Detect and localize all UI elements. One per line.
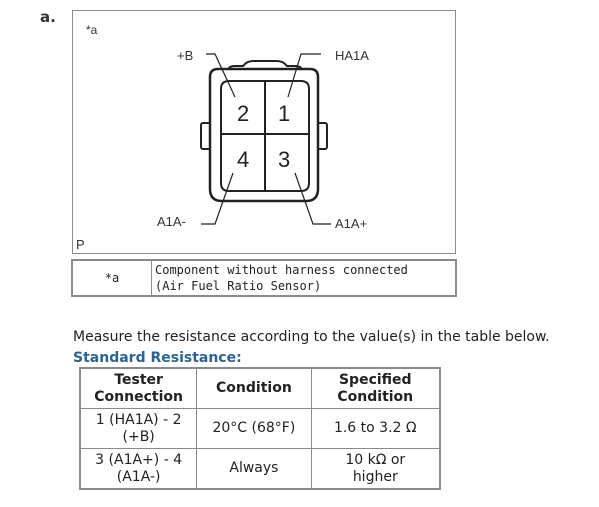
step-label: a. — [40, 8, 56, 26]
cell-specified-line1: 1.6 to 3.2 Ω — [333, 420, 417, 436]
legend-table — [72, 260, 456, 296]
header-tester-connection-line1: Tester — [114, 371, 163, 388]
pin-number-3: 3 — [278, 147, 291, 172]
pin-label-plus-b: +B — [177, 48, 194, 63]
resistance-table — [80, 368, 440, 489]
legend-description-line1: Component without harness connected — [155, 263, 408, 277]
cell-condition: 20°C (68°F) — [197, 409, 311, 449]
cell-specified — [311, 409, 439, 449]
pin-number-4: 4 — [237, 147, 250, 172]
cell-connection-line1: 3 (A1A+) - 4 — [95, 451, 183, 468]
pin-label-a1a-minus: A1A- — [157, 214, 186, 229]
pin-number-2: 2 — [237, 101, 250, 126]
figure-marker-p: P — [76, 237, 85, 252]
cell-specified-line1: 10 kΩ or — [345, 451, 406, 468]
cell-specified-line2: higher — [352, 468, 398, 485]
cell-specified — [311, 449, 439, 489]
pin-label-a1a-plus: A1A+ — [335, 216, 368, 231]
cell-connection — [81, 449, 197, 489]
legend-description — [152, 261, 456, 296]
table-header-row — [81, 369, 440, 409]
connector-drawing — [73, 11, 457, 255]
header-tester-connection — [81, 369, 197, 409]
legend-description-line2: (Air Fuel Ratio Sensor) — [155, 279, 322, 293]
header-specified-condition-line1: Specified — [338, 371, 412, 388]
standard-resistance-heading: Standard Resistance: — [73, 350, 242, 366]
figure-marker-a: *a — [86, 23, 98, 37]
pin-number-1: 1 — [278, 101, 291, 126]
connector-diagram — [72, 10, 456, 254]
header-specified-condition — [311, 369, 439, 409]
pin-label-ha1a: HA1A — [335, 48, 369, 63]
legend-key: *a — [73, 261, 152, 296]
table-row — [81, 449, 440, 489]
legend-row — [73, 261, 456, 296]
cell-connection — [81, 409, 197, 449]
header-tester-connection-line2: Connection — [94, 388, 183, 405]
header-condition: Condition — [197, 369, 311, 409]
cell-connection-line1: 1 (HA1A) - 2 — [95, 411, 182, 428]
cell-condition: Always — [197, 449, 311, 489]
header-specified-condition-line2: Condition — [337, 388, 414, 405]
cell-connection-line2: (A1A-) — [116, 468, 161, 485]
instruction-text: Measure the resistance according to the value(s) in the table below. — [73, 329, 550, 345]
table-row — [81, 409, 440, 449]
cell-connection-line2: (+B) — [122, 428, 155, 445]
